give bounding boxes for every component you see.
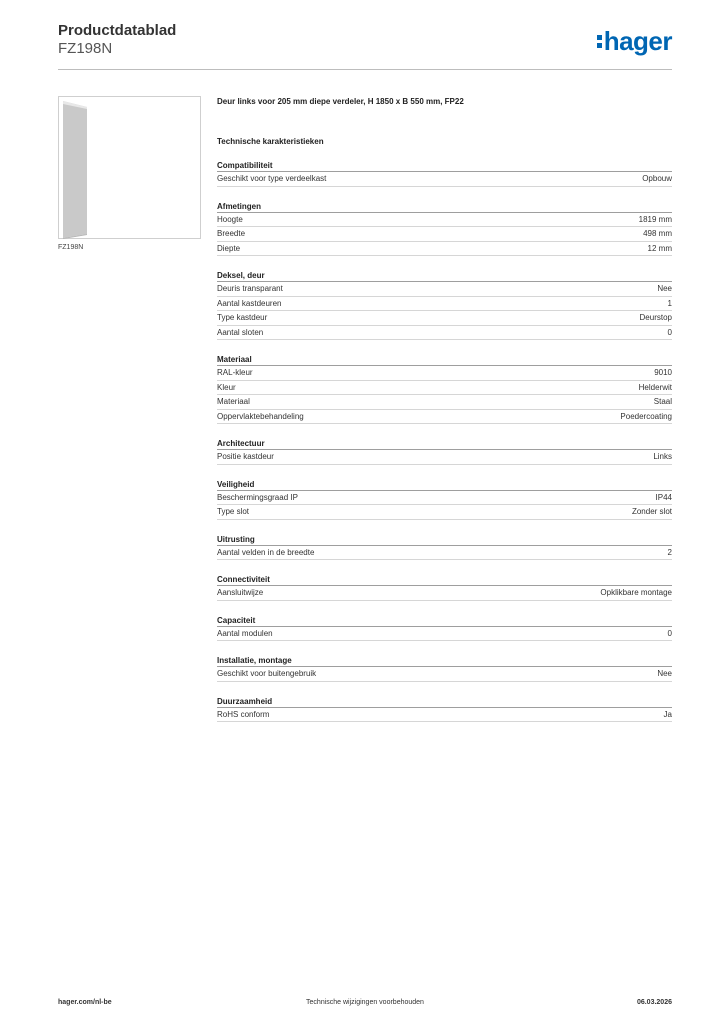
spec-value: Opklikbare montage <box>600 588 672 597</box>
spec-value: Staal <box>653 397 672 406</box>
spec-group-title: Architectuur <box>217 438 672 450</box>
spec-value: Nee <box>657 669 672 678</box>
spec-group-title: Capaciteit <box>217 615 672 627</box>
spec-value: Poedercoating <box>620 411 672 421</box>
spec-value: 12 mm <box>647 243 672 253</box>
product-image <box>58 96 201 239</box>
spec-label: Beschermingsgraad IP <box>217 492 298 502</box>
spec-label: Diepte <box>217 243 241 253</box>
spec-row <box>217 172 672 187</box>
spec-group-title: Uitrusting <box>217 534 672 546</box>
spec-label: Materiaal <box>217 397 250 406</box>
spec-row <box>217 450 672 465</box>
spec-label: Aantal modulen <box>217 628 273 638</box>
spec-row <box>217 667 672 682</box>
spec-label: Deuris transparant <box>217 284 283 293</box>
spec-label: Type slot <box>217 507 250 516</box>
page-footer <box>58 999 672 1013</box>
spec-value: Links <box>653 452 672 461</box>
product-description: Deur links voor 205 mm diepe verdeler, H 1850 x B 550 mm, FP22 <box>217 97 464 106</box>
spec-group-title: Connectiviteit <box>217 574 672 586</box>
spec-content <box>217 96 672 722</box>
spec-value: 0 <box>667 628 672 638</box>
spec-value: 498 mm <box>643 229 672 238</box>
footer-notice: Technische wijzigingen voorbehouden <box>306 999 424 1006</box>
spec-label: Aantal velden in de breedte <box>217 547 315 557</box>
spec-row <box>217 381 672 396</box>
spec-value: Ja <box>663 709 672 719</box>
footer-website-link[interactable]: hager.com/nl-be <box>58 999 112 1006</box>
spec-group <box>217 574 672 601</box>
spec-value: 1819 mm <box>638 214 672 224</box>
spec-value: Helderwit <box>638 382 672 392</box>
spec-label: Kleur <box>217 382 236 392</box>
section-heading: Technische karakteristieken <box>217 137 324 146</box>
spec-label: RAL-kleur <box>217 368 253 377</box>
spec-value: Zonder slot <box>631 507 672 516</box>
spec-row <box>217 213 672 228</box>
spec-row <box>217 326 672 341</box>
spec-group <box>217 696 672 723</box>
spec-row <box>217 297 672 312</box>
spec-value: 9010 <box>654 368 672 377</box>
spec-row <box>217 282 672 297</box>
spec-label: RoHS conform <box>217 709 270 719</box>
spec-group <box>217 479 672 520</box>
spec-label: Oppervlaktebehandeling <box>217 411 304 421</box>
spec-value: Deurstop <box>639 313 672 322</box>
spec-row <box>217 708 672 723</box>
product-code: FZ198N <box>58 40 113 57</box>
spec-value: 0 <box>667 327 672 337</box>
spec-value: Opbouw <box>642 174 672 183</box>
spec-group-title: Installatie, montage <box>217 655 672 667</box>
spec-group-title: Materiaal <box>217 354 672 366</box>
spec-group-title: Duurzaamheid <box>217 696 672 708</box>
spec-value: 1 <box>667 298 672 308</box>
page-title: Productdatablad <box>58 22 177 39</box>
spec-value: IP44 <box>655 492 672 502</box>
spec-groups <box>217 160 672 722</box>
spec-row <box>217 410 672 425</box>
spec-group-title: Deksel, deur <box>217 270 672 282</box>
spec-label: Type kastdeur <box>217 313 268 322</box>
hager-logo <box>597 28 672 54</box>
spec-group <box>217 354 672 424</box>
image-caption: FZ198N <box>58 244 84 251</box>
spec-row <box>217 311 672 326</box>
door-panel-icon <box>59 97 202 240</box>
spec-label: Geschikt voor type verdeelkast <box>217 174 327 183</box>
spec-group-title: Veiligheid <box>217 479 672 491</box>
spec-label: Positie kastdeur <box>217 452 274 461</box>
spec-label: Hoogte <box>217 214 243 224</box>
spec-row <box>217 366 672 381</box>
spec-label: Aansluitwijze <box>217 588 264 597</box>
spec-row <box>217 242 672 257</box>
spec-value: Nee <box>657 284 672 293</box>
spec-row <box>217 505 672 520</box>
spec-value: 2 <box>667 547 672 557</box>
page-header <box>58 22 672 70</box>
spec-group <box>217 438 672 465</box>
spec-label: Breedte <box>217 229 246 238</box>
spec-row <box>217 227 672 242</box>
spec-label: Aantal sloten <box>217 327 264 337</box>
logo-text: hager <box>603 26 672 56</box>
spec-label: Aantal kastdeuren <box>217 298 282 308</box>
spec-row <box>217 546 672 561</box>
spec-label: Geschikt voor buitengebruik <box>217 669 317 678</box>
spec-group <box>217 534 672 561</box>
spec-row <box>217 586 672 601</box>
spec-group <box>217 655 672 682</box>
spec-group <box>217 201 672 257</box>
spec-row <box>217 491 672 506</box>
spec-row <box>217 627 672 642</box>
footer-date: 06.03.2026 <box>636 999 672 1006</box>
spec-group <box>217 270 672 340</box>
spec-group <box>217 615 672 642</box>
spec-group <box>217 160 672 187</box>
spec-row <box>217 395 672 410</box>
logo-dots-icon <box>597 35 602 48</box>
spec-group-title: Afmetingen <box>217 201 672 213</box>
spec-group-title: Compatibiliteit <box>217 160 672 172</box>
